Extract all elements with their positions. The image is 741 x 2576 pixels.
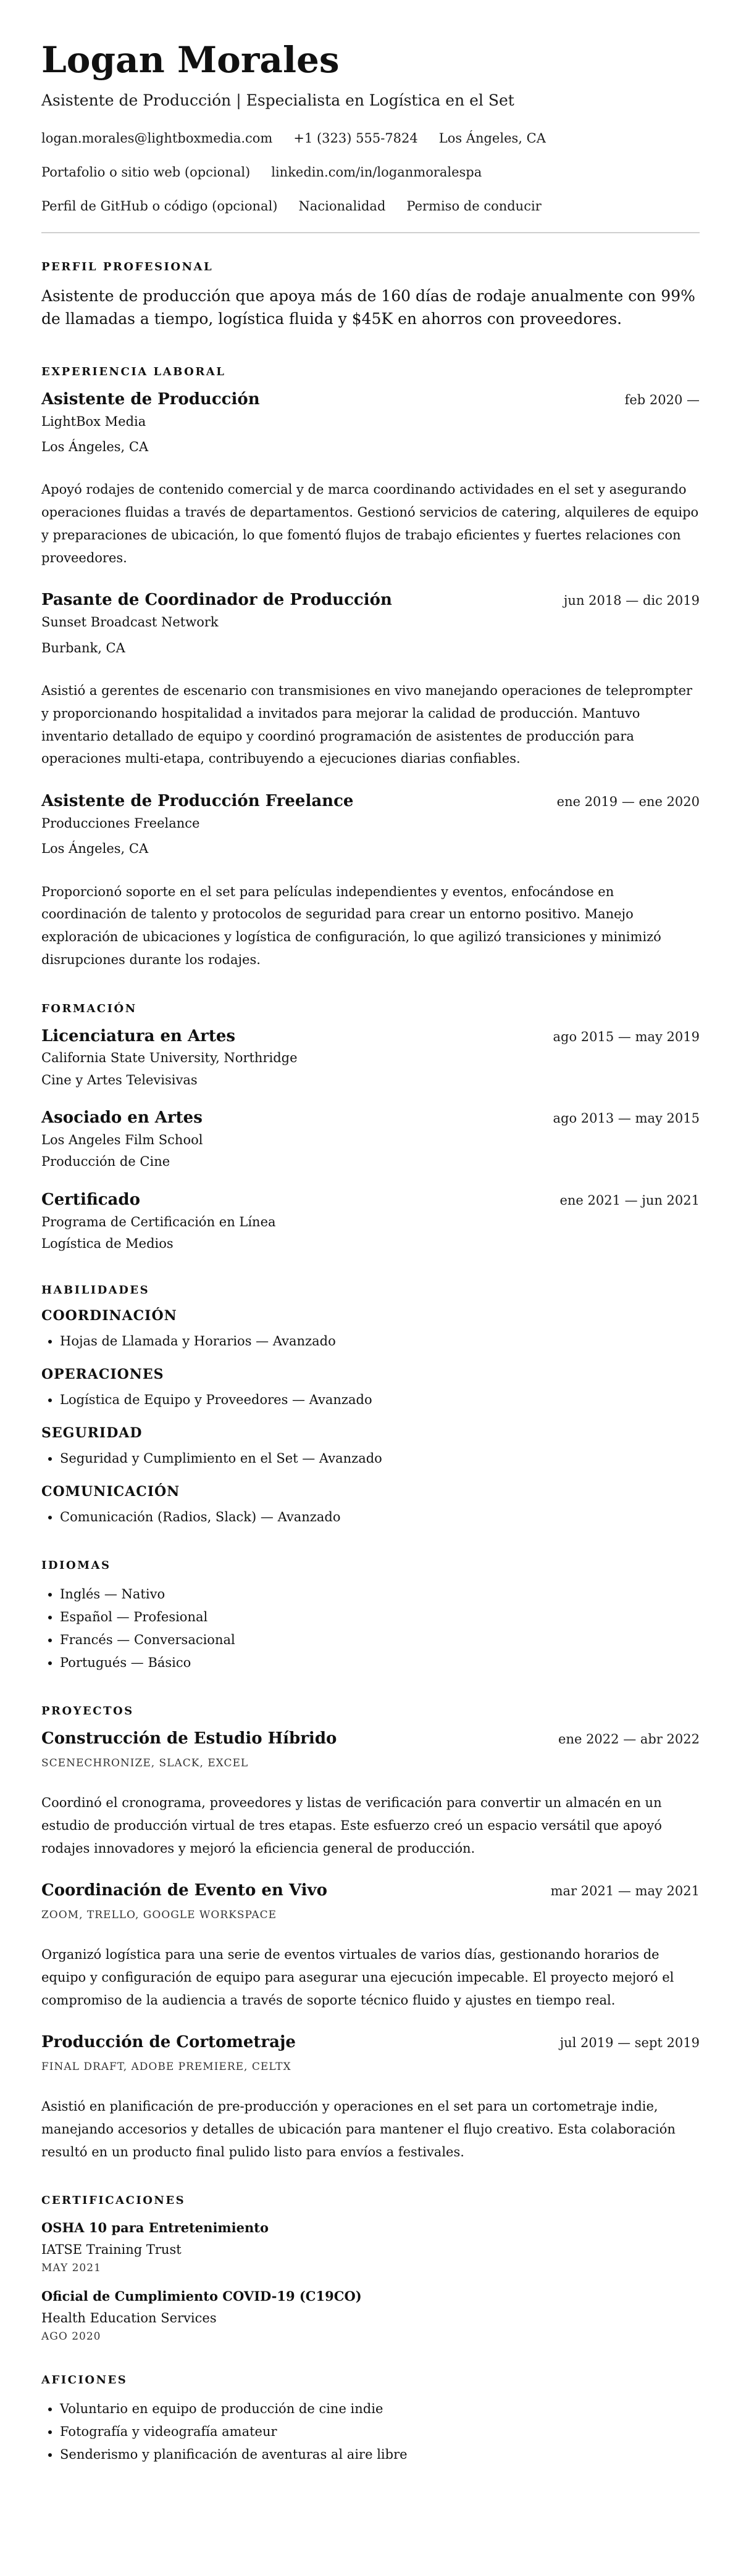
profile-section bbox=[41, 260, 700, 331]
skill-group bbox=[41, 1308, 700, 1353]
skill-group bbox=[41, 1484, 700, 1529]
field-of-study: Producción de Cine bbox=[41, 1154, 170, 1170]
degree-title: Licenciatura en Artes bbox=[41, 1026, 236, 1045]
project-name: Coordinación de Evento en Vivo bbox=[41, 1881, 327, 1900]
company-name: Sunset Broadcast Network bbox=[41, 615, 219, 630]
job-description: Proporcionó soporte en el set para películas independientes y eventos, enfocándose en coordinación de talento y protocolos de seguridad para crear un entorno positivo. Manejo exploración de ubicaciones y logística de configuración, lo que agilizó transiciones y minimizó disrupciones durante los rodajes. bbox=[41, 884, 661, 967]
degree-title: Certificado bbox=[41, 1190, 140, 1209]
experience-entry bbox=[41, 791, 700, 971]
project-description: Coordinó el cronograma, proveedores y listas de verificación para convertir un almacén en un estudio de producción virtual de tres etapas. Este esfuerzo creó un espacio versátil que apoyó rodajes innovadores y mejoró la eficiencia general de producción. bbox=[41, 1795, 662, 1856]
entry-header bbox=[41, 1880, 700, 1901]
skill-item: • Logística de Equipo y Proveedores — Avanzado bbox=[60, 1389, 700, 1411]
skill-category: COORDINACIÓN bbox=[41, 1308, 177, 1324]
entry-header bbox=[41, 1108, 700, 1129]
entry-header bbox=[41, 2032, 700, 2053]
skill-group bbox=[41, 1366, 700, 1411]
education-dates: ago 2013 — may 2015 bbox=[553, 1111, 700, 1126]
section-title: EXPERIENCIA LABORAL bbox=[41, 365, 226, 378]
skill-list bbox=[41, 1447, 700, 1470]
skill-item: • Hojas de Llamada y Horarios — Avanzado bbox=[60, 1330, 700, 1353]
job-dates: ene 2019 — ene 2020 bbox=[556, 794, 700, 810]
job-description: Asistió a gerentes de escenario con transmisiones en vivo manejando operaciones de teleprompter y proporcionando hospitalidad a invitados para mejorar la calidad de producción. Mantuvo inventario detallado de equipo y coordinó programación de asistentes de producción para operaciones multi-etapa, contribuyendo a ejecuciones diarias confiables. bbox=[41, 683, 693, 767]
profile-summary: Asistente de producción que apoya más de 160 días de rodaje anualmente con 99% de llamadas a tiempo, logística fluida y $45K en ahorros con proveedores. bbox=[41, 286, 695, 328]
certification-issuer: IATSE Training Trust bbox=[41, 2242, 182, 2257]
job-dates: jun 2018 — dic 2019 bbox=[563, 593, 700, 609]
skill-category: SEGURIDAD bbox=[41, 1424, 143, 1441]
skill-list bbox=[41, 1389, 700, 1411]
phone-number[interactable]: +1 (323) 555-7824 bbox=[293, 130, 418, 146]
contact-row bbox=[41, 164, 700, 181]
driving-license: Permiso de conducir bbox=[406, 199, 542, 214]
skill-item: • Comunicación (Radios, Slack) — Avanzado bbox=[60, 1506, 700, 1529]
section-title: PROYECTOS bbox=[41, 1705, 134, 1718]
job-location: Los Ángeles, CA bbox=[41, 841, 149, 857]
email-link[interactable]: logan.morales@lightboxmedia.com bbox=[41, 130, 273, 146]
project-name: Producción de Cortometraje bbox=[41, 2033, 296, 2052]
entry-header bbox=[41, 590, 700, 611]
project-name: Construcción de Estudio Híbrido bbox=[41, 1729, 337, 1748]
project-tools: SCENECHRONIZE, SLACK, EXCEL bbox=[41, 1757, 249, 1770]
school-name: Los Angeles Film School bbox=[41, 1132, 203, 1147]
github-link[interactable]: Perfil de GitHub o código (opcional) bbox=[41, 199, 278, 214]
job-description: Apoyó rodajes de contenido comercial y de marca coordinando actividades en el set y asegurando operaciones fluidas a través de departamentos. Gestionó servicios de catering, alquileres de equipo y preparaciones de ubicación, lo que fomentó flujos de trabajo eficientes y fuertes relaciones con proveedores. bbox=[41, 482, 699, 565]
entry-header bbox=[41, 791, 700, 812]
language-item: • Francés — Conversacional bbox=[60, 1629, 700, 1652]
nationality: Nacionalidad bbox=[298, 199, 386, 214]
school-name: Programa de Certificación en Línea bbox=[41, 1214, 276, 1229]
experience-entry bbox=[41, 590, 700, 770]
contact-row bbox=[41, 197, 700, 215]
skill-list bbox=[41, 1506, 700, 1529]
section-title: HABILIDADES bbox=[41, 1284, 150, 1297]
school-name: California State University, Northridge bbox=[41, 1050, 298, 1066]
project-dates: ene 2022 — abr 2022 bbox=[558, 1732, 700, 1747]
certification-name: OSHA 10 para Entretenimiento bbox=[41, 2220, 269, 2236]
education-entry bbox=[41, 1190, 700, 1253]
skill-category: OPERACIONES bbox=[41, 1366, 164, 1383]
language-item: • Inglés — Nativo bbox=[60, 1583, 700, 1606]
hobby-item: • Voluntario en equipo de producción de cine indie bbox=[60, 2398, 700, 2420]
job-location: Burbank, CA bbox=[41, 640, 125, 655]
certification-entry bbox=[41, 2218, 700, 2274]
section-title: AFICIONES bbox=[41, 2374, 128, 2387]
skill-list bbox=[41, 1330, 700, 1353]
contact-row bbox=[41, 130, 700, 147]
hobby-item: • Senderismo y planificación de aventuras al aire libre bbox=[60, 2443, 700, 2466]
skill-group bbox=[41, 1425, 700, 1470]
candidate-headline: Asistente de Producción | Especialista en Logística en el Set bbox=[41, 91, 514, 109]
hobby-item: • Fotografía y videografía amateur bbox=[60, 2420, 700, 2443]
field-of-study: Cine y Artes Televisivas bbox=[41, 1072, 198, 1087]
header-divider bbox=[41, 232, 700, 233]
project-description: Asistió en planificación de pre-producción y operaciones en el set para un cortometraje indie, manejando accesorios y detalles de ubicación para mantener el flujo creativo. Esta colaboración resultó en un producto final pulido listo para envíos a festivales. bbox=[41, 2099, 676, 2159]
education-dates: ene 2021 — jun 2021 bbox=[559, 1192, 700, 1208]
field-of-study: Logística de Medios bbox=[41, 1236, 174, 1251]
certification-date: MAY 2021 bbox=[41, 2262, 101, 2275]
skills-section bbox=[41, 1284, 700, 1528]
languages-section bbox=[41, 1559, 700, 1674]
project-dates: jul 2019 — sept 2019 bbox=[559, 2035, 700, 2051]
section-title: FORMACIÓN bbox=[41, 1002, 137, 1015]
education-dates: ago 2015 — may 2019 bbox=[553, 1029, 700, 1044]
candidate-name: Logan Morales bbox=[41, 39, 340, 81]
entry-header bbox=[41, 389, 700, 410]
project-entry bbox=[41, 1880, 700, 2011]
language-list bbox=[41, 1583, 700, 1674]
skill-item: • Seguridad y Cumplimiento en el Set — Avanzado bbox=[60, 1447, 700, 1470]
experience-section bbox=[41, 365, 700, 971]
entry-header bbox=[41, 1729, 700, 1750]
linkedin-link[interactable]: linkedin.com/in/loganmoralespa bbox=[271, 165, 482, 180]
job-location: Los Ángeles, CA bbox=[41, 439, 149, 455]
company-name: LightBox Media bbox=[41, 413, 146, 429]
project-tools: FINAL DRAFT, ADOBE PREMIERE, CELTX bbox=[41, 2061, 291, 2074]
project-dates: mar 2021 — may 2021 bbox=[550, 1884, 700, 1899]
hobbies-section bbox=[41, 2374, 700, 2466]
job-title: Pasante de Coordinador de Producción bbox=[41, 591, 392, 610]
education-entry bbox=[41, 1108, 700, 1171]
project-tools: ZOOM, TRELLO, GOOGLE WORKSPACE bbox=[41, 1909, 277, 1922]
certifications-section bbox=[41, 2194, 700, 2343]
projects-section bbox=[41, 1705, 700, 2163]
certification-date: AGO 2020 bbox=[41, 2330, 101, 2343]
section-title: PERFIL PROFESIONAL bbox=[41, 260, 214, 273]
company-name: Producciones Freelance bbox=[41, 815, 200, 831]
section-title: IDIOMAS bbox=[41, 1559, 111, 1573]
location: Los Ángeles, CA bbox=[438, 130, 546, 146]
resume-header bbox=[41, 39, 700, 216]
certification-name: Oficial de Cumplimiento COVID-19 (C19CO) bbox=[41, 2288, 362, 2304]
skill-category: COMUNICACIÓN bbox=[41, 1483, 180, 1500]
experience-entry bbox=[41, 389, 700, 570]
hobby-list bbox=[41, 2398, 700, 2466]
job-dates: feb 2020 — bbox=[624, 392, 700, 407]
entry-header bbox=[41, 1026, 700, 1047]
education-section bbox=[41, 1002, 700, 1253]
degree-title: Asociado en Artes bbox=[41, 1108, 203, 1128]
entry-header bbox=[41, 1190, 700, 1211]
language-item: • Portugués — Básico bbox=[60, 1652, 700, 1674]
section-title: CERTIFICACIONES bbox=[41, 2194, 186, 2208]
certification-entry bbox=[41, 2287, 700, 2343]
job-title: Asistente de Producción bbox=[41, 389, 260, 409]
education-entry bbox=[41, 1026, 700, 1090]
language-item: • Español — Profesional bbox=[60, 1606, 700, 1629]
portfolio-link[interactable]: Portafolio o sitio web (opcional) bbox=[41, 165, 251, 180]
certification-issuer: Health Education Services bbox=[41, 2310, 217, 2325]
project-entry bbox=[41, 1729, 700, 1859]
job-title: Asistente de Producción Freelance bbox=[41, 792, 354, 811]
project-entry bbox=[41, 2032, 700, 2163]
project-description: Organizó logística para una serie de eventos virtuales de varios días, gestionando horarios de equipo y configuración de equipo para asegurar una ejecución impecable. El proyecto mejoró el compromiso de la audiencia a través de soporte técnico fluido y ajustes en tiempo real. bbox=[41, 1947, 674, 2008]
